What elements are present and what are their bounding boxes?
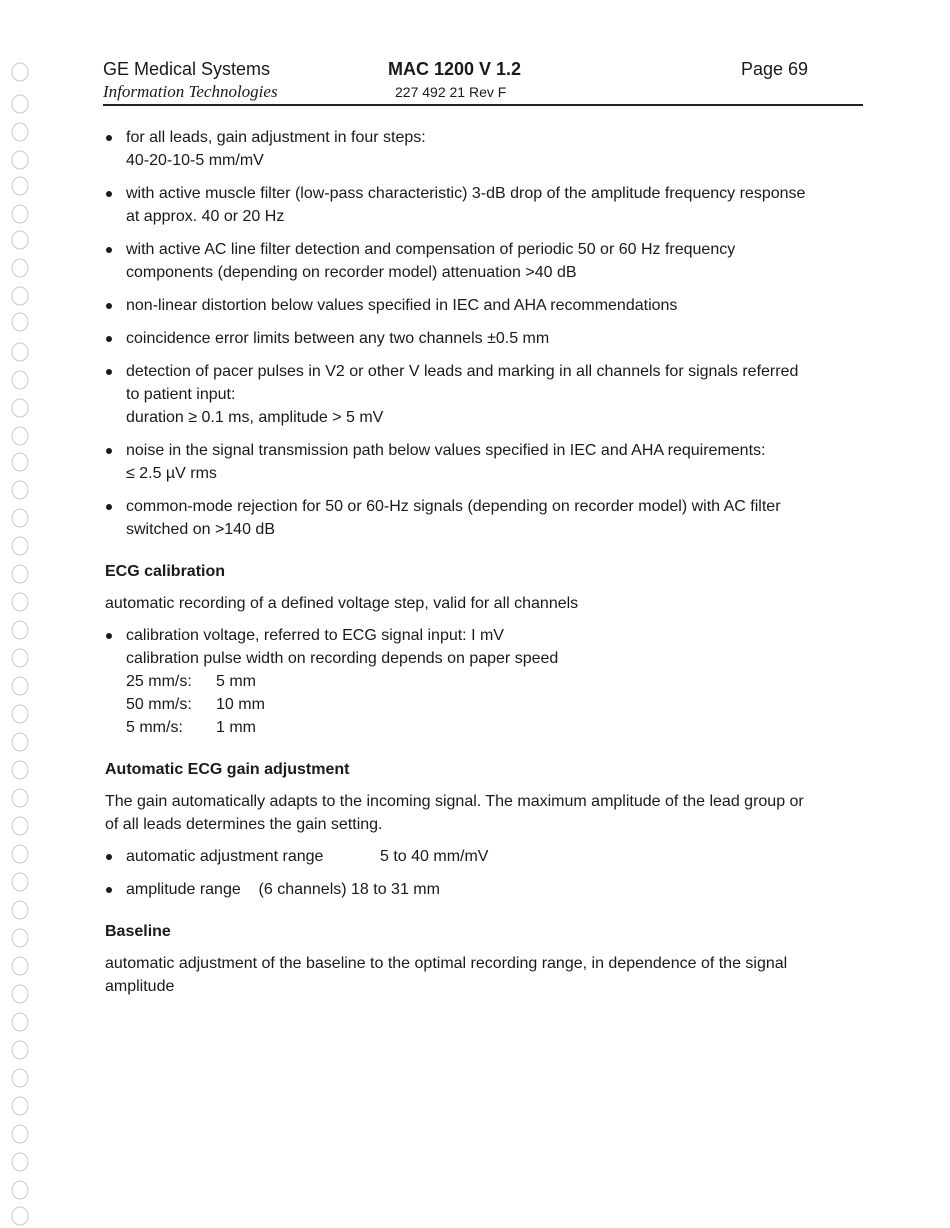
baseline-heading: Baseline	[105, 923, 171, 940]
page-body	[105, 126, 865, 1007]
page-number: Page 69	[741, 59, 809, 79]
range-value: 5 to 40 mm/mV	[380, 848, 489, 865]
amplitude-value: (6 channels) 18 to 31 mm	[258, 881, 440, 898]
list-item	[105, 845, 865, 868]
paper-speed: 5 mm/s:	[126, 719, 183, 736]
paper-speed: 50 mm/s:	[126, 696, 192, 713]
table-row	[126, 670, 865, 693]
pulse-width: 5 mm	[216, 673, 256, 690]
document-title: MAC 1200 V 1.2	[388, 59, 522, 79]
ecg-calibration-intro: automatic recording of a defined voltage step, valid for all channels	[105, 595, 579, 612]
list-item: for all leads, gain adjustment in four steps: 40-20-10-5 mm/mV	[105, 126, 865, 172]
company-name: GE Medical Systems	[103, 59, 271, 79]
list-item: detection of pacer pulses in V2 or other V leads and marking in all channels for signals referred to patient input: duration ≥ 0.1 ms, amplitude > 5 mV	[105, 360, 865, 429]
baseline-description: automatic adjustment of the baseline to the optimal recording range, in dependence of the signal amplitude	[105, 955, 788, 995]
specification-list	[105, 126, 865, 541]
list-item: calibration voltage, referred to ECG signal input: I mV calibration pulse width on recording depends on paper speed 25 mm/s: 5 mm 50 mm/s: 10 mm 5 mm/s: 1 mm	[105, 624, 865, 739]
calibration-list	[105, 624, 865, 739]
auto-gain-description: The gain automatically adapts to the incoming signal. The maximum amplitude of the lead group or of all leads determines the gain setting.	[105, 793, 804, 833]
page-header	[103, 58, 863, 106]
list-item: coincidence error limits between any two channels ±0.5 mm	[105, 327, 865, 350]
table-row	[126, 693, 865, 716]
range-label: automatic adjustment range	[126, 848, 324, 865]
list-item: noise in the signal transmission path below values specified in IEC and AHA requirements: ≤ 2.5 µV rms	[105, 439, 865, 485]
list-item: with active AC line filter detection and compensation of periodic 50 or 60 Hz frequency components (depending on recorder model) attenuation >40 dB	[105, 238, 865, 284]
table-row	[126, 716, 865, 739]
document-number: 227 492 21 Rev F	[395, 84, 507, 100]
division-name: Information Technologies	[103, 82, 278, 101]
amplitude-label: amplitude range	[126, 881, 241, 898]
calibration-table	[126, 670, 865, 739]
paper-speed: 25 mm/s:	[126, 673, 192, 690]
auto-gain-heading: Automatic ECG gain adjustment	[105, 761, 350, 778]
list-item	[105, 878, 865, 901]
pulse-width: 10 mm	[216, 696, 265, 713]
list-item: non-linear distortion below values specified in IEC and AHA recommendations	[105, 294, 865, 317]
auto-gain-list	[105, 845, 865, 901]
ecg-calibration-heading: ECG calibration	[105, 563, 226, 580]
pulse-width: 1 mm	[216, 719, 256, 736]
binder-hole-marks	[0, 0, 40, 1228]
list-item: common-mode rejection for 50 or 60-Hz signals (depending on recorder model) with AC filter switched on >140 dB	[105, 495, 865, 541]
list-item: with active muscle filter (low-pass characteristic) 3-dB drop of the amplitude frequency response at approx. 40 or 20 Hz	[105, 182, 865, 228]
